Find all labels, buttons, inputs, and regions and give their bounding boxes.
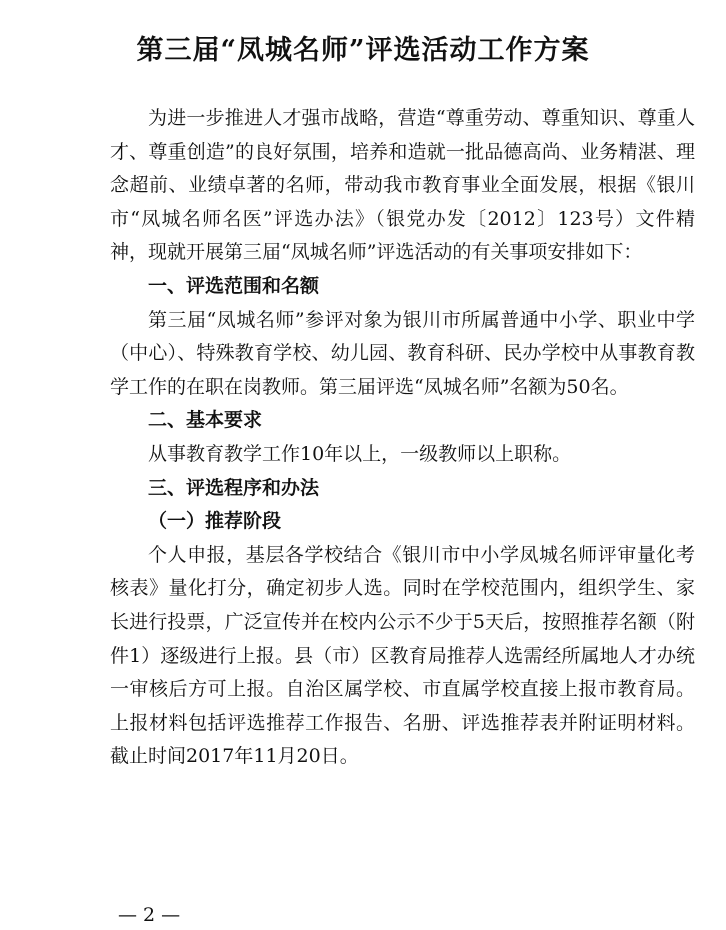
page-number: — 2 — bbox=[118, 904, 181, 926]
section-text-requirements: 从事教育教学工作10年以上，一级教师以上职称。 bbox=[148, 442, 572, 465]
section-heading-procedure: 三、评选程序和办法 bbox=[148, 476, 320, 499]
subsection-text-recommendation: 个人申报，基层各学校结合《银川市中小学凤城名师评审量化考核表》量化打分，确定初步人选。同时在学校范围内，组织学生、家长进行投票，广泛宣传并在校内公示不少于5天后，按照推荐名额（附件1）逐级进行上报。县（市）区教育局推荐人选需经所属地人才办统一审核后方可上报。自治区属学校、市直属学校直接上报市教育局。上报材料包括评选推荐工作报告、名册、评选推荐表并附证明材料。截止时间2017年11月20日。 bbox=[110, 543, 695, 768]
section-heading-requirements: 二、基本要求 bbox=[148, 409, 263, 432]
document-title: 第三届“凤城名师”评选活动工作方案 bbox=[136, 35, 590, 66]
section-heading-scope: 一、评选范围和名额 bbox=[148, 274, 320, 297]
subsection-heading-recommendation: （一）推荐阶段 bbox=[148, 510, 282, 533]
intro-paragraph: 为进一步推进人才强市战略，营造“尊重劳动、尊重知识、尊重人才、尊重创造”的良好氛围，培养和造就一批品德高尚、业务精湛、理念超前、业绩卓著的名师，带动我市教育事业全面发展，根据《银川市“凤城名师名医”评选办法》（银党办发〔2012〕123号）文件精神，现就开展第三届“凤城名师”评选活动的有关事项安排如下： bbox=[110, 107, 695, 264]
document-body bbox=[110, 102, 695, 774]
section-text-scope: 第三届“凤城名师”参评对象为银川市所属普通中小学、职业中学（中心）、特殊教育学校、幼儿园、教育科研、民办学校中从事教育教学工作的在职在岗教师。第三届评选“凤城名师”名额为50名。 bbox=[110, 308, 695, 398]
